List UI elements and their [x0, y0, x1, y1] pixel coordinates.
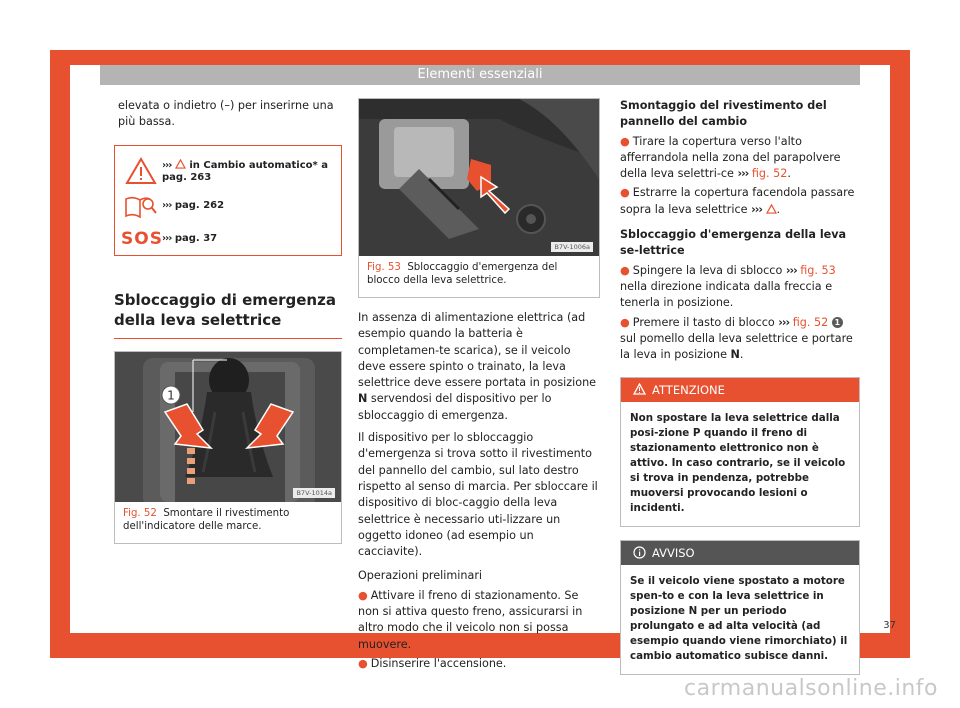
- figure-53-caption: Fig. 53 Sbloccaggio d'emergenza del blocco della leva selettrice.: [367, 262, 558, 286]
- note-text: Se il veicolo viene spostato a motore spen-to e con la leva selettrice in posizione N per un periodo prolungato e ad alta velocità (ad esempio quando viene rimorchiato) il cambio automatico subisce danni.: [621, 565, 859, 674]
- inline-warning-icon: [175, 159, 186, 169]
- paragraph-2: Il dispositivo per lo sbloccaggio d'emergenza si trova sotto il rivestimento del pannello del cambio, sul lato destro rispetto al senso di marcia. Per sbloccare il dispositivo di bloc-caggio della leva selettrice è necessario uti-lizzare un oggetto idoneo (ad esempio un cacciavite).: [358, 431, 598, 559]
- ref-text-sos[interactable]: ››› pag. 37: [162, 232, 218, 244]
- note-box: [620, 540, 860, 675]
- bullet-item: ● Spingere la leva di sblocco ››› fig. 53 nella direzione indicata dalla freccia e tenerla in posizione.: [620, 263, 836, 310]
- bullet-item: ● Attivare il freno di stazionamento. Se non si attiva questo freno, assicurarsi in altro modo che il veicolo non si possa muovere.: [358, 588, 583, 651]
- fig-53-link[interactable]: fig. 53: [800, 263, 836, 277]
- ref-row-book: [115, 191, 341, 221]
- warning-box: [620, 377, 860, 527]
- column-right: [620, 98, 860, 675]
- column-left: [114, 98, 342, 544]
- figure-53: [358, 98, 600, 298]
- ref-row-sos: [115, 224, 341, 254]
- figure-52-callout: 1: [167, 388, 175, 403]
- fig-52-link[interactable]: fig. 52: [751, 167, 788, 181]
- figure-52: [114, 351, 342, 544]
- warning-triangle-icon: [123, 156, 159, 186]
- watermark: carmanualsonline.info: [684, 676, 938, 701]
- figure-53-image: [359, 99, 599, 256]
- column-middle: [358, 98, 600, 672]
- bullet-item: ● Disinserire l'accensione.: [358, 656, 507, 670]
- info-icon: [633, 546, 646, 559]
- subhead-removal: Smontaggio del rivestimento del pannello del cambio: [620, 99, 827, 129]
- ref-row-warning: [115, 156, 341, 186]
- intro-text: elevata o indietro (–) per inserirne una più bassa.: [118, 99, 334, 129]
- ref-text-book[interactable]: ››› pag. 262: [162, 199, 225, 211]
- ref-text-warning[interactable]: ››› in Cambio automatico* a pag. 263: [162, 159, 328, 183]
- callout-1-badge: 1: [832, 317, 843, 328]
- figure-53-code: B7V-1006a: [551, 242, 593, 252]
- bullet-item: ● Estrarre la copertura facendola passare sopra la leva selettrice ››› .: [620, 186, 855, 216]
- gear-shift-illustration: [115, 352, 341, 502]
- warning-triangle-icon: [633, 383, 646, 395]
- inline-warning-icon[interactable]: [766, 204, 777, 214]
- figure-52-code: B7V-1014a: [293, 488, 335, 498]
- note-header: AVVISO: [621, 541, 859, 565]
- figure-52-label: Fig. 52: [123, 507, 157, 519]
- page-number: 37: [883, 620, 896, 631]
- bullet-item: ● Premere il tasto di blocco ››› fig. 52 1 sul pomello della leva selettrice e portare la leva in posizione N.: [620, 315, 853, 362]
- section-title: Sbloccaggio di emergenza della leva selettrice: [114, 290, 342, 339]
- figure-53-label: Fig. 53: [367, 262, 401, 273]
- paragraph-1: In assenza di alimentazione elettrica (ad esempio quando la batteria è completamen-te scarica), se il veicolo deve essere spinto o trainato, la leva selettrice deve essere portata in posizione N servendosi del dispositivo per lo sbloccaggio di emergenza.: [358, 311, 597, 422]
- book-magnifier-icon: [123, 191, 159, 221]
- warning-header: ATTENZIONE: [621, 378, 859, 402]
- sos-icon: SOS: [121, 228, 163, 249]
- reference-box: [114, 145, 342, 256]
- lock-release-illustration: [359, 99, 599, 256]
- subhead-emergency: Sbloccaggio d'emergenza della leva se-lettrice: [620, 228, 847, 258]
- section-header: Elementi essenziali: [100, 65, 860, 85]
- fig-52-link[interactable]: fig. 52: [792, 315, 829, 329]
- warning-text: Non spostare la leva selettrice dalla posi-zione P quando il freno di stazionamento elettronico non è attivo. In caso contrario, se il veicolo si trova in pendenza, potrebbe muoversi provocando lesioni o incidenti.: [621, 402, 859, 526]
- figure-52-image: [115, 352, 341, 502]
- subhead-preliminary: Operazioni preliminari: [358, 569, 483, 583]
- figure-52-caption: Fig. 52 Smontare il rivestimento dell'indicatore delle marce.: [123, 507, 290, 532]
- bullet-item: ● Tirare la copertura verso l'alto afferrandola nella zona del parapolvere della leva selettri-ce ››› fig. 52.: [620, 134, 841, 181]
